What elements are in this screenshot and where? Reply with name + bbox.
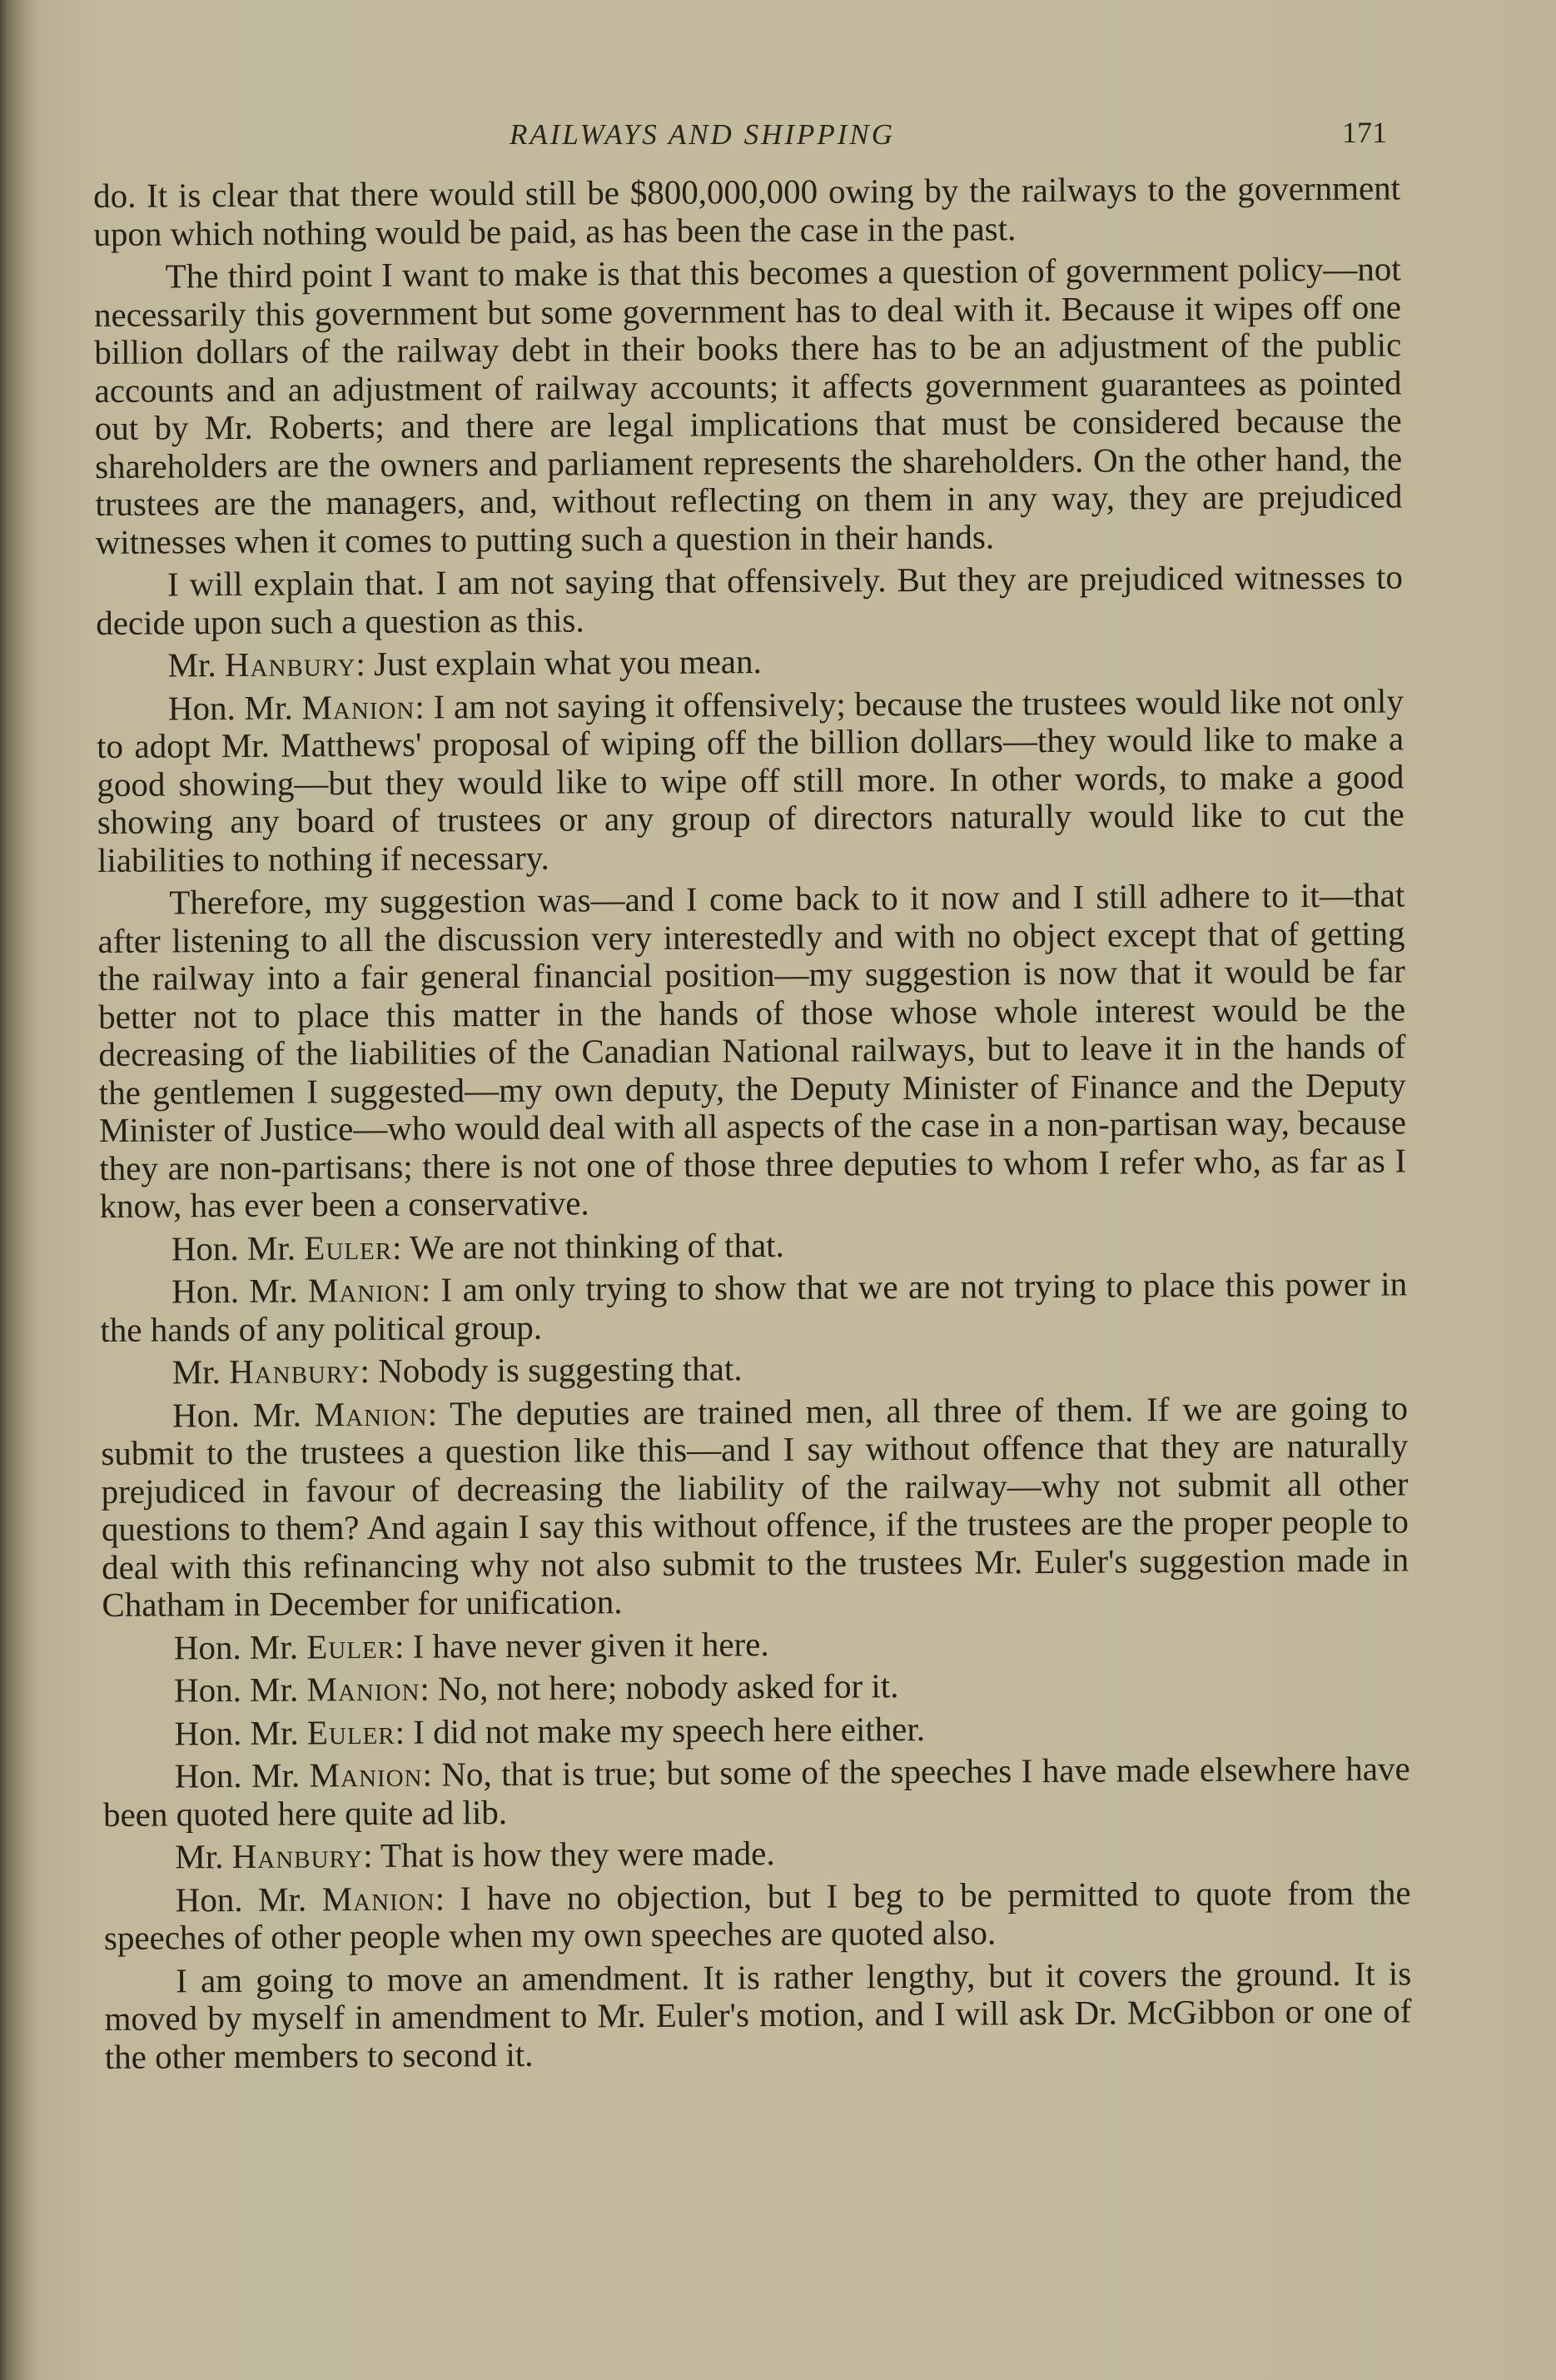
- speaker-name: Euler: [304, 1227, 393, 1267]
- speaker-name: Manion: [306, 1669, 420, 1709]
- speech-paragraph: Hon. Mr. Euler: I have never given it here.: [173, 1624, 769, 1666]
- speech-paragraph: Mr. Hanbury: Just explain what you mean.: [167, 642, 762, 685]
- speaker-name: Euler: [306, 1626, 395, 1666]
- speaker-name: Manion: [307, 1270, 421, 1310]
- speaker-name: Hanbury: [228, 1352, 360, 1392]
- speaker-name: Manion: [321, 1879, 435, 1918]
- speech-paragraph: Hon. Mr. Manion: I am only trying to show that we are not trying to place this power in the hands of any political group.: [100, 1264, 1408, 1349]
- paragraph: The third point I want to make is that this becomes a question of government policy—not necessarily this government but some government has to deal with it. Because it wipes off one billion dollars of the railway debt in their books there has to be an adjustment of the public accounts and an adjustment of railway accounts; it affects government guarantees as pointed out by Mr. Roberts; and there are legal implications that must be considered because the shareholders are the owners and parliament represents the shareholders. On the other hand, the trustees are the managers, and, without reflecting on them in any way, they are prejudiced witnesses when it comes to putting such a question in their hands.: [93, 249, 1403, 561]
- speech-paragraph: Mr. Hanbury: That is how they were made.: [175, 1834, 775, 1876]
- speaker-name: Manion: [309, 1755, 423, 1795]
- paragraph: I will explain that. I am not saying that offensively. But they are prejudiced witnesses to decide upon such a question as this.: [96, 557, 1404, 642]
- speech-paragraph: Hon. Mr. Euler: I did not make my speech here either.: [174, 1709, 926, 1752]
- speaker-name: Hanbury: [224, 645, 356, 685]
- speech-paragraph: Hon. Mr. Manion: No, not here; nobody asked for it.: [173, 1666, 899, 1710]
- paragraph: do. It is clear that there would still be $800,000,000 owing by the railways to the government upon which nothing would be paid, as has been the case in the past.: [92, 168, 1401, 253]
- speaker-name: Hanbury: [231, 1836, 364, 1876]
- body-text: [93, 169, 1412, 2081]
- paragraph: I am going to move an amendment. It is rather lengthy, but it covers the ground. It is moved by myself in amendment to Mr. Euler's motion, and I will ask Dr. McGibbon or one of the other members to second it.: [104, 1953, 1412, 2076]
- speech-paragraph: Hon. Mr. Manion: I have no objection, but I beg to be permitted to quote from the speeches of other people when my own speeches are quoted also.: [103, 1872, 1411, 1957]
- book-gutter-shadow: [0, 0, 38, 2380]
- paragraph: Therefore, my suggestion was—and I come back to it now and I still adhere to it—that after listening to all the discussion very interestedly and with no object except that of getting the railway into a fair general financial position—my suggestion is now that it would be far better not to place this matter in the hands of those whose whole interest would be the decreasing of the liabilities of the Canadian National railways, but to leave it in the hands of the gentlemen I suggested—my own deputy, the Deputy Minister of Finance and the Deputy Minister of Justice—who would deal with all aspects of the case in a non-partisan way, because they are non-partisans; there is not one of those three deputies to whom I refer who, as far as I know, has ever been a conservative.: [97, 875, 1407, 1225]
- speaker-name: Manion: [301, 687, 415, 726]
- speech-paragraph: Hon. Mr. Manion: No, that is true; but some of the speeches I have made elsewhere have been quoted here quite ad lib.: [102, 1749, 1410, 1834]
- speaker-name: Manion: [314, 1394, 428, 1433]
- speech-paragraph: Hon. Mr. Manion: I am not saying it offensively; because the trustees would like not only to adopt Mr. Matthews' proposal of wiping off the billion dollars—they would like to make a good showing—but they would like to wipe off still more. In other words, to make a good showing any board of trustees or any group of directors naturally would like to cut the liabilities to nothing if necessary.: [97, 680, 1404, 879]
- running-title: RAILWAYS AND SHIPPING: [510, 118, 896, 151]
- speech-paragraph: Hon. Mr. Manion: The deputies are trained men, all three of them. If we are going to submit to the trustees a question like this—and I say without offence that they are naturally prejudiced in favour of decreasing the liability of the railway—why not submit all other questions to them? And again I say this without offence, if the trustees are the proper people to deal with this refinancing why not also submit to the trustees Mr. Euler's suggestion made in Chatham in December for unification.: [101, 1387, 1409, 1624]
- speaker-name: Euler: [306, 1712, 395, 1751]
- speech-paragraph: Hon. Mr. Euler: We are not thinking of that.: [171, 1225, 784, 1267]
- page-number: 171: [1342, 116, 1387, 149]
- page-header: [0, 115, 1556, 157]
- speech-paragraph: Mr. Hanbury: Nobody is suggesting that.: [172, 1349, 743, 1392]
